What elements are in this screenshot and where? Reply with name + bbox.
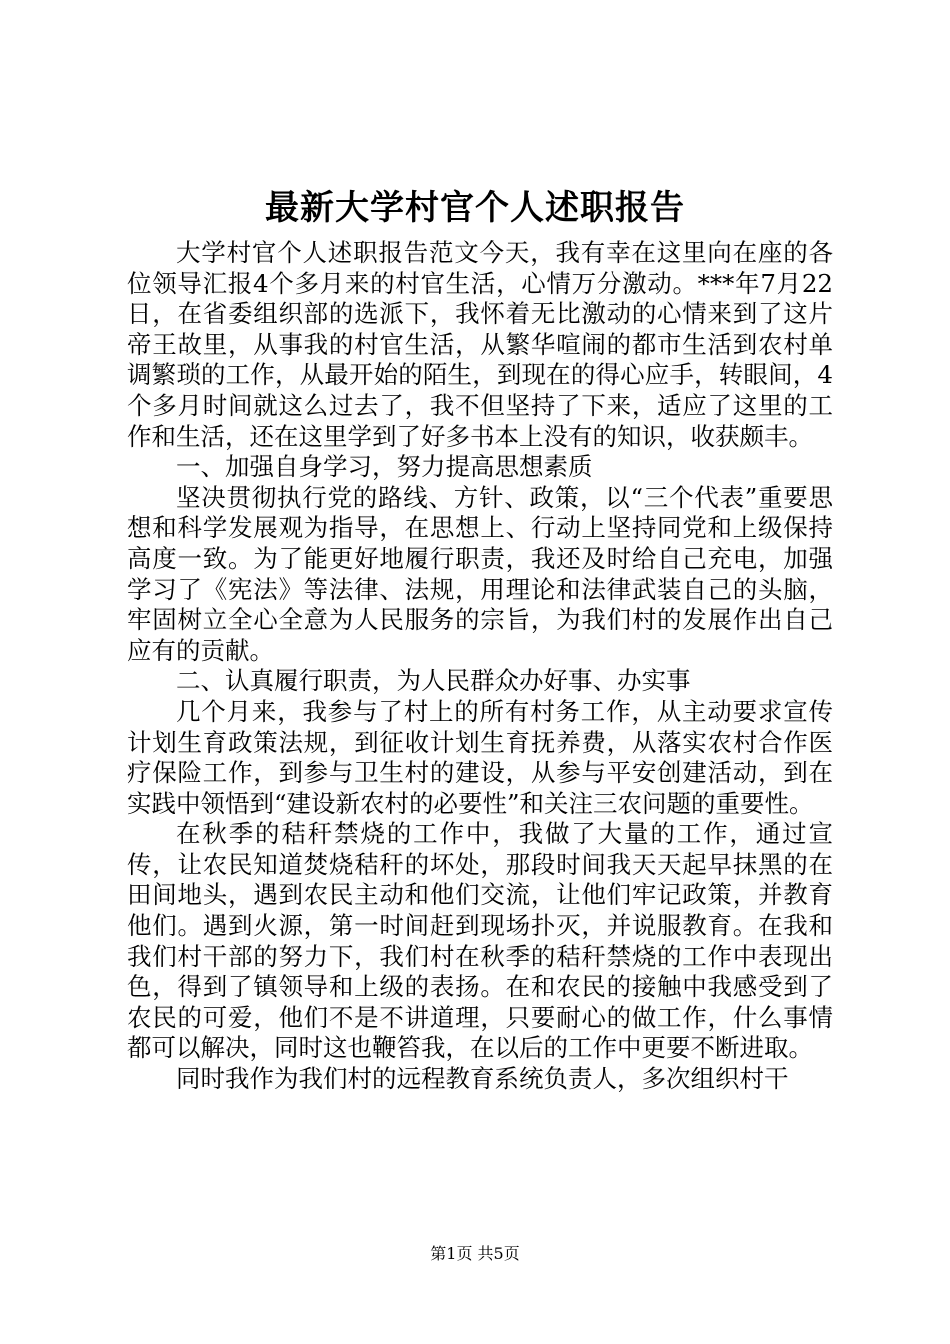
page-footer: 第1页 共5页	[430, 1244, 520, 1263]
paragraph-intro: 大学村官个人述职报告范文今天，我有幸在这里向在座的各位领导汇报4个多月来的村官生活，心情万分激动。***年7月22日，在省委组织部的选派下，我怀着无比激动的心情来到了这片帝王故里，从事我的村官生活，从繁华喧闹的都市生活到农村单调繁琐的工作，从最开始的陌生，到现在的得心应手，转眼间，4个多月时间就这么过去了，我不但坚持了下来，适应了这里的工作和生活，还在这里学到了好多书本上没有的知识，收获颇丰。	[127, 238, 833, 451]
section-heading-1: 一、加强自身学习，努力提高思想素质	[176, 452, 593, 482]
paragraph-study: 坚决贯彻执行党的路线、方针、政策，以“三个代表”重要思想和科学发展观为指导，在思想上、行动上坚持同党和上级保持高度一致。为了能更好地履行职责，我还及时给自己充电，加强学习了《宪法》等法律、法规，用理论和法律武装自己的头脑，牢固树立全心全意为人民服务的宗旨，为我们村的发展作出自己应有的贡献。	[127, 482, 833, 665]
document-body	[127, 238, 833, 1095]
document-title: 最新大学村官个人述职报告	[265, 188, 685, 228]
section-heading-2: 二、认真履行职责，为人民群众办好事、办实事	[176, 666, 691, 696]
paragraph-village-work: 几个月来，我参与了村上的所有村务工作，从主动要求宣传计划生育政策法规，到征收计划生育抚养费，从落实农村合作医疗保险工作，到参与卫生村的建设，从参与平安创建活动，到在实践中领悟到“建设新农村的必要性”和关注三农问题的重要性。	[127, 696, 833, 818]
paragraph-remote-education: 同时我作为我们村的远程教育系统负责人，多次组织村干	[176, 1064, 789, 1094]
paragraph-straw-burning: 在秋季的秸秆禁烧的工作中，我做了大量的工作，通过宣传，让农民知道焚烧秸秆的坏处，那段时间我天天起早抹黑的在田间地头，遇到农民主动和他们交流，让他们牢记政策，并教育他们。遇到火源，第一时间赶到现场扑灭，并说服教育。在我和我们村干部的努力下，我们村在秋季的秸秆禁烧的工作中表现出色，得到了镇领导和上级的表扬。在和农民的接触中我感受到了农民的可爱，他们不是不讲道理，只要耐心的做工作，什么事情都可以解决，同时这也鞭笞我，在以后的工作中更要不断进取。	[127, 819, 833, 1063]
